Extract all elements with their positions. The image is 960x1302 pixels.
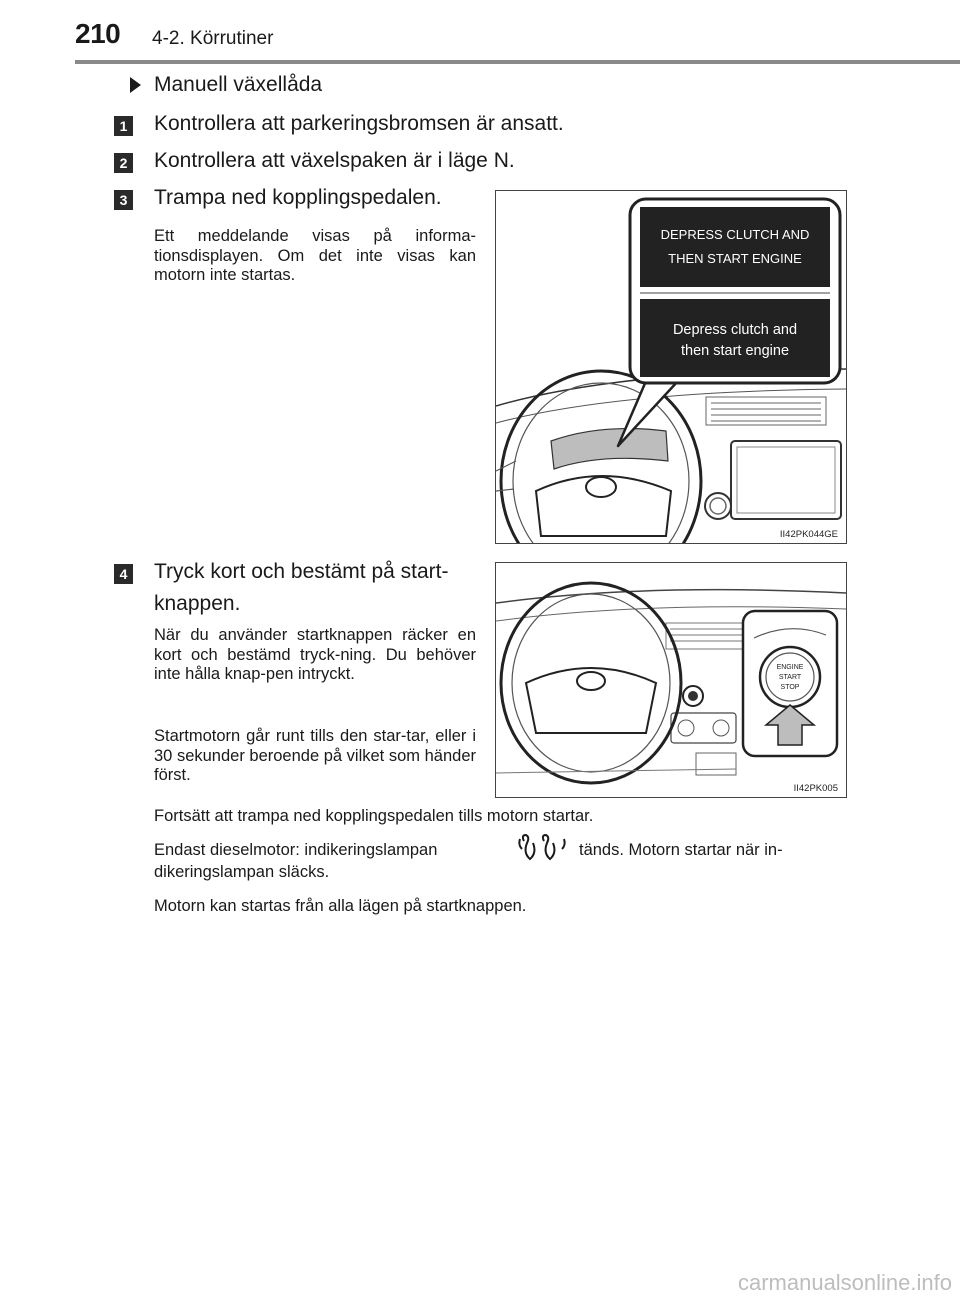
section-title: Manuell växellåda (154, 73, 323, 96)
step-3-note: Ett meddelande visas på informa-tionsdisplayen. Om det inte visas kan motorn inte startas. (154, 227, 476, 284)
display-alt-line-2: then start engine (680, 343, 790, 359)
figure-2-code: II42PK005 (793, 783, 838, 794)
step-3-text: Trampa ned kopplingspedalen. (154, 186, 442, 209)
step-4-text-line-2: knappen. (154, 592, 241, 615)
continue-note: Fortsätt att trampa ned kopplingspedalen tills motorn startar. (154, 807, 594, 825)
button-label-stop: STOP (780, 684, 800, 691)
figure-start-button (495, 562, 847, 798)
step-badge-4: 4 (114, 564, 133, 584)
start-button-illustration (496, 563, 846, 797)
triangle-bullet-icon (130, 77, 141, 93)
page-number: 210 (75, 18, 121, 49)
dashboard-illustration (496, 191, 846, 543)
glow-plug-indicator-icon (518, 833, 568, 863)
step-4-note-1: När du använder startknappen räcker en kort och bestämd tryck-ning. Du behöver inte hålla knap-pen intryckt. (154, 626, 476, 683)
figure-1-code: II42PK044GE (779, 529, 838, 540)
header-rule (75, 60, 960, 64)
display-alt-line-1: Depress clutch and (672, 322, 798, 338)
step-4-text-line-1: Tryck kort och bestämt på start- (154, 560, 449, 583)
any-mode-note: Motorn kan startas från alla lägen på startknappen. (154, 897, 527, 915)
step-badge-3: 3 (114, 190, 133, 210)
watermark: carmanualsonline.info (737, 1270, 952, 1295)
display-line-1: DEPRESS CLUTCH AND (660, 227, 810, 242)
step-badge-2: 2 (114, 153, 133, 173)
step-1-text: Kontrollera att parkeringsbromsen är ansatt. (154, 112, 564, 135)
display-line-2: THEN START ENGINE (668, 251, 802, 266)
step-4-note-2: Startmotorn går runt tills den star-tar, eller i 30 sekunder beroende på vilket som händer först. (154, 727, 476, 784)
step-badge-1: 1 (114, 116, 133, 136)
chapter-title: 4-2. Körrutiner (152, 28, 274, 49)
figure-clutch-message (495, 190, 847, 544)
button-label-engine: ENGINE (776, 664, 804, 671)
diesel-note-line-2: dikeringslampan släcks. (154, 863, 330, 881)
button-label-start: START (778, 674, 802, 681)
step-2-text: Kontrollera att växelspaken är i läge N. (154, 149, 515, 172)
diesel-note-after: tänds. Motorn startar när in- (579, 841, 783, 859)
diesel-note-before: Endast dieselmotor: indikeringslampan (154, 841, 438, 859)
